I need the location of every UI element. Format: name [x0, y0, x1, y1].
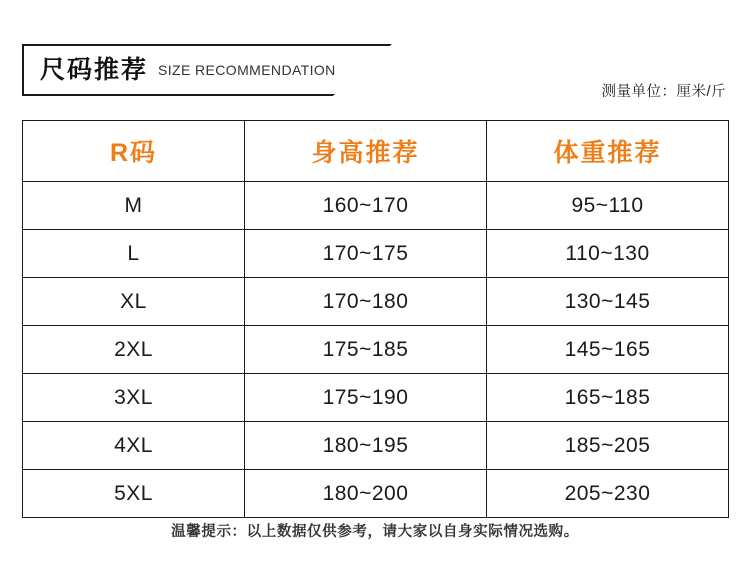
cell-weight: 165~185: [487, 374, 729, 422]
cell-size: 3XL: [23, 374, 245, 422]
page-title: 尺码推荐: [40, 55, 149, 84]
cell-height: 180~195: [245, 422, 487, 470]
cell-height: 170~180: [245, 278, 487, 326]
cell-size: M: [23, 182, 245, 230]
table-body: [23, 182, 729, 518]
page-subtitle: SIZE RECOMMENDATION: [158, 61, 336, 78]
footer-disclaimer: 温馨提示：以上数据仅供参考，请大家以自身实际情况选购。: [171, 524, 579, 540]
cell-weight: 145~165: [487, 326, 729, 374]
column-header-size: R码: [23, 121, 245, 182]
table-row: [23, 374, 729, 422]
measurement-unit-note: 测量单位：厘米/斤: [601, 84, 726, 100]
cell-height: 170~175: [245, 230, 487, 278]
table-row: [23, 470, 729, 518]
cell-height: 180~200: [245, 470, 487, 518]
cell-weight: 130~145: [487, 278, 729, 326]
header-banner: [22, 44, 392, 96]
cell-weight: 205~230: [487, 470, 729, 518]
cell-weight: 95~110: [487, 182, 729, 230]
cell-weight: 110~130: [487, 230, 729, 278]
cell-size: 4XL: [23, 422, 245, 470]
cell-height: 175~190: [245, 374, 487, 422]
size-table-container: [22, 120, 728, 518]
header-banner-content: [22, 44, 392, 96]
cell-weight: 185~205: [487, 422, 729, 470]
size-table: [22, 120, 729, 518]
table-row: [23, 230, 729, 278]
table-row: [23, 182, 729, 230]
cell-height: 160~170: [245, 182, 487, 230]
cell-height: 175~185: [245, 326, 487, 374]
table-row: [23, 422, 729, 470]
column-header-height: 身高推荐: [245, 121, 487, 182]
table-row: [23, 326, 729, 374]
table-header: [23, 121, 729, 182]
cell-size: 2XL: [23, 326, 245, 374]
cell-size: L: [23, 230, 245, 278]
table-header-row: [23, 121, 729, 182]
cell-size: 5XL: [23, 470, 245, 518]
cell-size: XL: [23, 278, 245, 326]
table-row: [23, 278, 729, 326]
column-header-weight: 体重推荐: [487, 121, 729, 182]
